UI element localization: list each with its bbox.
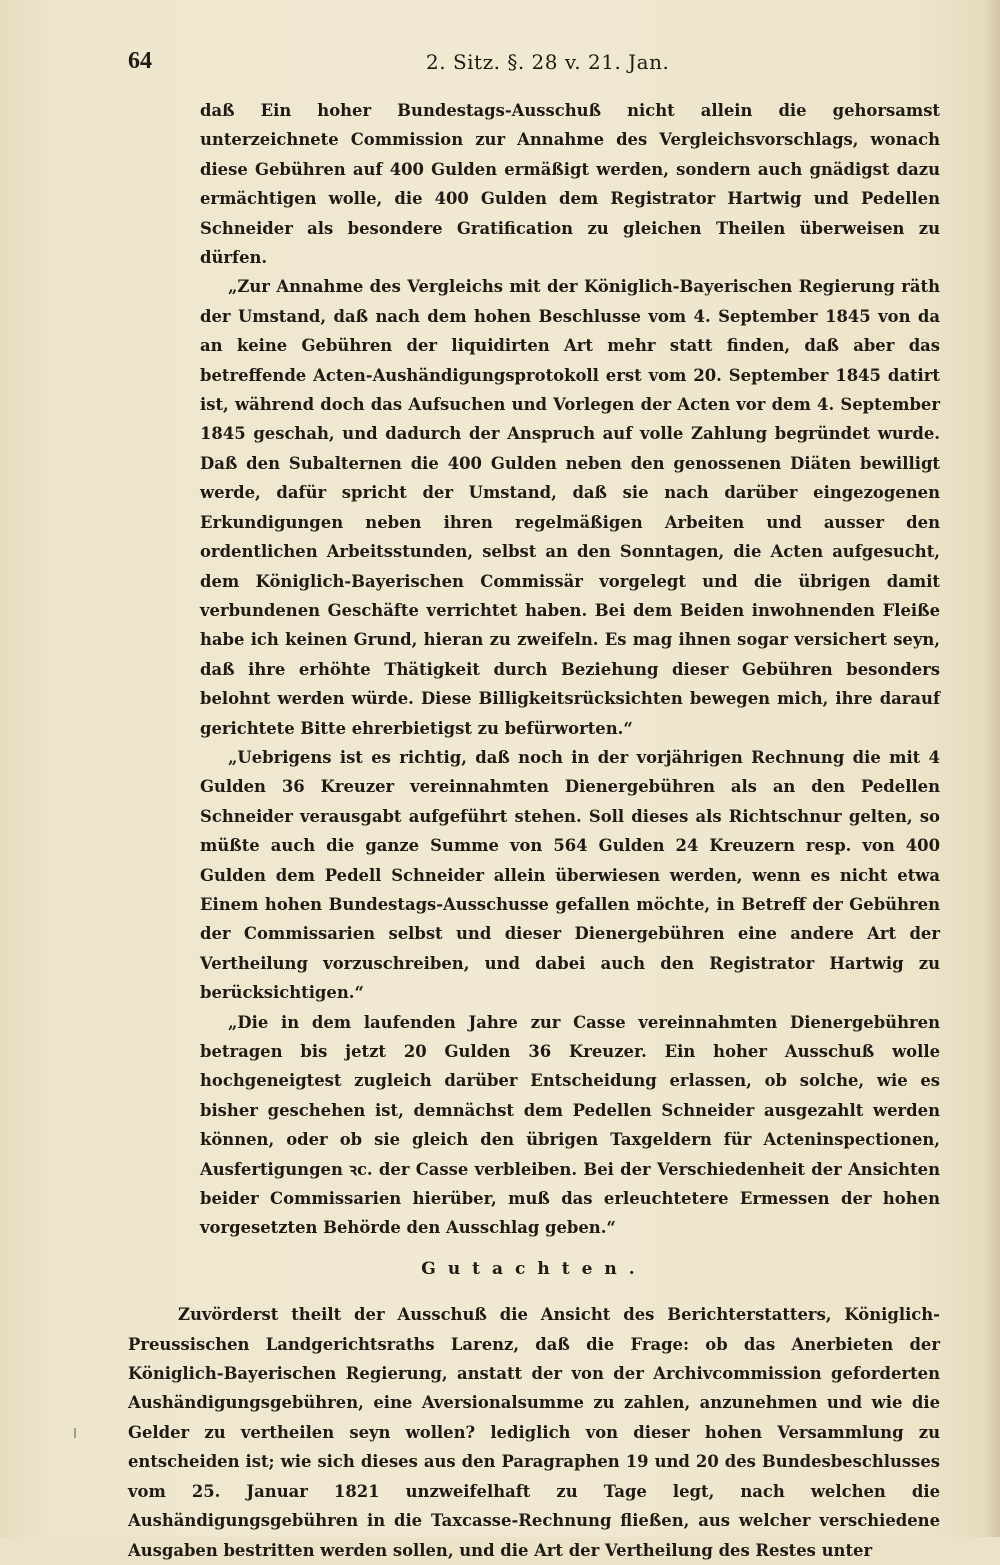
running-head: 2. Sitz. §. 28 v. 21. Jan. <box>426 50 670 74</box>
margin-mark <box>74 1428 76 1438</box>
paragraph-4: „Die in dem laufenden Jahre zur Casse vereinnahmten Dienergebühren betragen bis jetzt 20 Gulden 36 Kreuzer. Ein hoher Ausschuß wolle hochgeneigtest zugleich darüber Entscheidung erlassen, ob solche, wie es bisher geschehen ist, demnächst dem Pedellen Schneider ausgezahlt werden können, oder ob sie gleich den übrigen Taxgeldern für Acteninspectionen, Ausfertigungen ꝛc. der Casse verbleiben. Bei der Verschiedenheit der Ansichten beider Commissarien hierüber, muß das erleuchtetere Ermessen der hohen vorgesetzten Behörde den Ausschlag geben.“ <box>200 1012 940 1238</box>
paragraph-5: Zuvörderst theilt der Ausschuß die Ansicht des Berichterstatters, Königlich-Preussischen Landgerichtsraths Larenz, daß die Frage: ob das Anerbieten der Königlich-Bayerischen Regierung, anstatt der von der Archivcommission geforderten Aushändigungsgebühren, eine Aversionalsumme zu zahlen, anzunehmen und wie die Gelder zu vertheilen seyn wollen? lediglich von dieser hohen Versammlung zu entscheiden ist; wie sich dieses aus den Paragraphen 19 und 20 des Bundesbeschlusses vom 25. Januar 1821 unzweifelhaft zu Tage legt, nach welchen die Aushändigungsgebühren in die Taxcasse-Rechnung fließen, aus welcher verschiedene Ausgaben bestritten werden sollen, und die Art der Vertheilung des Restes unter <box>128 1305 940 1560</box>
body-text <box>128 96 940 1565</box>
paragraph-2: „Zur Annahme des Vergleichs mit der Königlich-Bayerischen Regierung räth der Umstand, daß nach dem hohen Beschlusse vom 4. September 1845 von da an keine Gebühren der liquidirten Art mehr statt finden, daß aber das betreffende Acten-Aushändigungsprotokoll erst vom 20. September 1845 datirt ist, während doch das Aufsuchen und Vorlegen der Acten vor dem 4. September 1845 geschah, und dadurch der Anspruch auf volle Zahlung begründet wurde. Daß den Subalternen die 400 Gulden neben den genossenen Diäten bewilligt werde, dafür spricht der Umstand, daß sie nach darüber eingezogenen Erkundigungen neben ihren regelmäßigen Arbeiten und ausser den ordentlichen Arbeitsstunden, selbst an den Sonntagen, die Acten aufgesucht, dem Königlich-Bayerischen Commissär vorgelegt und die übrigen damit verbundenen Geschäfte verrichtet haben. Bei dem Beiden inwohnenden Fleiße habe ich keinen Grund, hieran zu zweifeln. Es mag ihnen sogar versichert seyn, daß ihre erhöhte Thätigkeit durch Beziehung dieser Gebühren besonders belohnt werden würde. Diese Billigkeitsrücksichten bewegen mich, ihre darauf gerichtete Bitte ehrerbietigst zu befürworten.“ <box>200 277 940 738</box>
page-number: 64 <box>128 48 152 74</box>
section-heading-gutachten: Gutachten. <box>421 1258 647 1279</box>
quoted-report-block <box>128 96 940 1243</box>
page-header <box>128 48 940 88</box>
paragraph-3: „Uebrigens ist es richtig, daß noch in der vorjährigen Rechnung die mit 4 Gulden 36 Kreuzer vereinnahmten Dienergebühren als an den Pedellen Schneider verausgabt aufgeführt stehen. Soll dieses als Richtschnur gelten, so müßte auch die ganze Summe von 564 Gulden 24 Kreuzern resp. von 400 Gulden dem Pedell Schneider allein überwiesen werden, wenn es nicht etwa Einem hohen Bundestags-Ausschusse gefallen möchte, in Betreff der Gebühren der Commissarien selbst und dieser Dienergebühren eine andere Art der Vertheilung vorzuschreiben, und dabei auch den Registrator Hartwig zu berücksichtigen.“ <box>200 747 940 1003</box>
page-edge-shadow <box>986 0 1000 1537</box>
paragraph-1: daß Ein hoher Bundestags-Ausschuß nicht allein die gehorsamst unterzeichnete Commission zur Annahme des Vergleichsvorschlags, wonach diese Gebühren auf 400 Gulden ermäßigt werden, sondern auch gnädigst dazu ermächtigen wolle, die 400 Gulden dem Registrator Hartwig und Pedellen Schneider als besondere Gratification zu gleichen Theilen überweisen zu dürfen. <box>200 101 940 268</box>
